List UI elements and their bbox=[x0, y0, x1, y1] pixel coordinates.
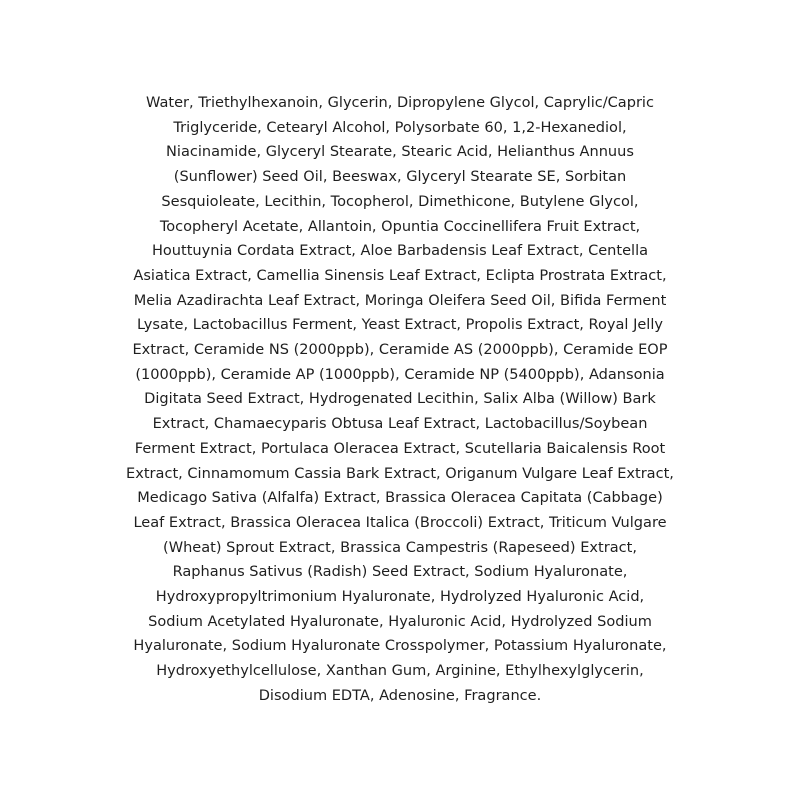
ingredients-line: (Sunflower) Seed Oil, Beeswax, Glyceryl Stearate SE, Sorbitan bbox=[173, 168, 627, 186]
ingredients-line: Disodium EDTA, Adenosine, Fragrance. bbox=[258, 686, 542, 704]
ingredients-line: Water, Triethylhexanoin, Glycerin, Dipropylene Glycol, Caprylic/Capric bbox=[146, 94, 654, 111]
ingredients-list bbox=[0, 91, 800, 709]
ingredients-line: Extract, Cinnamomum Cassia Bark Extract, Origanum Vulgare Leaf Extract, bbox=[126, 464, 674, 482]
ingredients-line: Lysate, Lactobacillus Ferment, Yeast Extract, Propolis Extract, Royal Jelly bbox=[136, 316, 664, 334]
ingredients-line: (1000ppb), Ceramide AP (1000ppb), Ceramide NP (5400ppb), Adansonia bbox=[135, 365, 665, 383]
ingredients-line: Digitata Seed Extract, Hydrogenated Lecithin, Salix Alba (Willow) Bark bbox=[144, 390, 656, 408]
ingredients-line: Asiatica Extract, Camellia Sinensis Leaf Extract, Eclipta Prostrata Extract, bbox=[133, 266, 667, 284]
ingredients-line: Leaf Extract, Brassica Oleracea Italica (Broccoli) Extract, Triticum Vulgare bbox=[133, 513, 667, 531]
ingredients-line: Hyaluronate, Sodium Hyaluronate Crosspolymer, Potassium Hyaluronate, bbox=[133, 637, 667, 655]
ingredients-line: Tocopheryl Acetate, Allantoin, Opuntia Coccinellifera Fruit Extract, bbox=[159, 217, 641, 235]
ingredients-line: Sesquioleate, Lecithin, Tocopherol, Dimethicone, Butylene Glycol, bbox=[161, 192, 639, 210]
ingredients-line: (Wheat) Sprout Extract, Brassica Campestris (Rapeseed) Extract, bbox=[163, 538, 637, 556]
ingredients-line: Hydroxypropyltrimonium Hyaluronate, Hydrolyzed Hyaluronic Acid, bbox=[155, 588, 645, 606]
ingredients-line: Extract, Ceramide NS (2000ppb), Ceramide AS (2000ppb), Ceramide EOP bbox=[132, 341, 668, 359]
ingredients-line: Medicago Sativa (Alfalfa) Extract, Brassica Oleracea Capitata (Cabbage) bbox=[137, 489, 663, 507]
ingredients-line: Melia Azadirachta Leaf Extract, Moringa Oleifera Seed Oil, Bifida Ferment bbox=[133, 291, 667, 309]
ingredients-line: Triglyceride, Cetearyl Alcohol, Polysorbate 60, 1,2-Hexanediol, bbox=[173, 118, 627, 136]
ingredients-line: Sodium Acetylated Hyaluronate, Hyaluronic Acid, Hydrolyzed Sodium bbox=[148, 612, 652, 630]
ingredients-line: Niacinamide, Glyceryl Stearate, Stearic Acid, Helianthus Annuus bbox=[166, 143, 634, 161]
ingredients-line: Hydroxyethylcellulose, Xanthan Gum, Arginine, Ethylhexylglycerin, bbox=[156, 662, 644, 680]
ingredients-line: Extract, Chamaecyparis Obtusa Leaf Extract, Lactobacillus/Soybean bbox=[152, 415, 648, 433]
ingredients-line: Houttuynia Cordata Extract, Aloe Barbadensis Leaf Extract, Centella bbox=[151, 242, 649, 260]
ingredients-line: Raphanus Sativus (Radish) Seed Extract, Sodium Hyaluronate, bbox=[172, 563, 628, 581]
ingredients-line: Ferment Extract, Portulaca Oleracea Extract, Scutellaria Baicalensis Root bbox=[134, 439, 666, 457]
